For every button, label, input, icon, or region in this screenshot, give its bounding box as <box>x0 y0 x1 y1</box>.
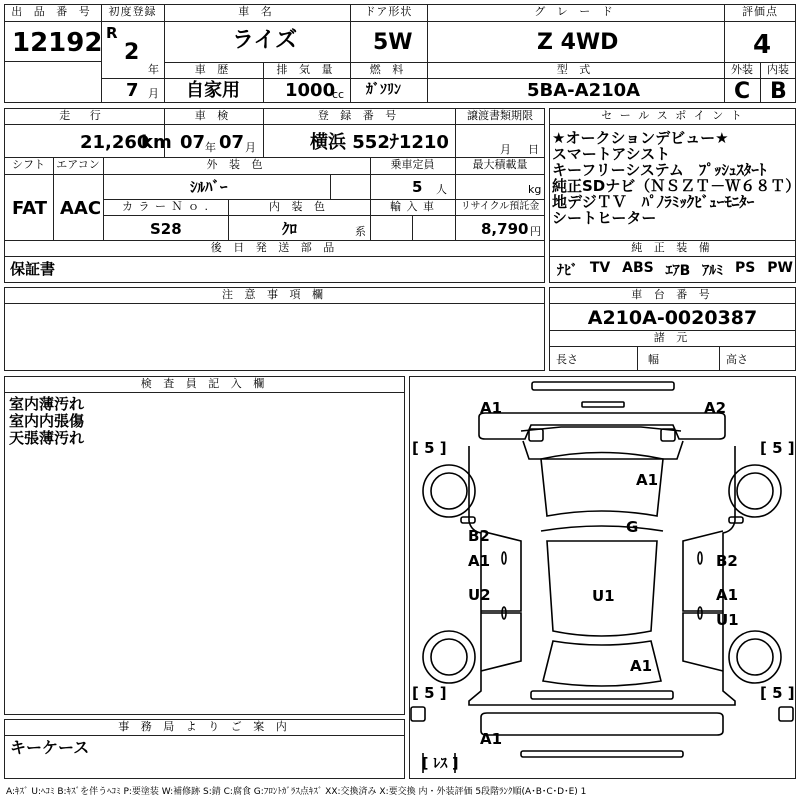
lot-number: 12192 <box>12 28 103 58</box>
mark-right-door: B2 <box>716 552 738 570</box>
model: 5BA-A210A <box>527 80 641 101</box>
displacement: 1000 <box>285 80 336 101</box>
inspection-label: 車 検 <box>194 109 233 122</box>
plate-label: 登 録 番 号 <box>317 109 401 122</box>
mark-front-right: A2 <box>704 399 727 417</box>
month-unit: 月 <box>148 87 159 100</box>
notes-label: 注 意 事 項 欄 <box>222 288 327 301</box>
mark-left-rear-door: U2 <box>468 586 491 604</box>
sales-point-item: ★オークションデビュー★ <box>552 129 729 147</box>
inspection-year-unit: 年 <box>205 141 216 154</box>
capacity: 5 <box>412 178 423 196</box>
displacement-label: 排 気 量 <box>276 63 337 76</box>
later-parts: 保証書 <box>10 260 56 278</box>
equipment-label: 純 正 装 備 <box>631 241 714 254</box>
tire-rear-right: [ 5 ] <box>760 684 795 702</box>
tire-front-left: [ 5 ] <box>412 439 447 457</box>
mileage-unit: km <box>141 132 172 153</box>
equipment-item: ｴｱB <box>665 263 691 279</box>
mark-right-rear-door-2: U1 <box>716 611 739 629</box>
grade: Z 4WD <box>537 30 619 55</box>
tire-rear-left: [ 5 ] <box>412 684 447 702</box>
car-name: ライズ <box>232 28 298 53</box>
transfer-month-unit: 月 <box>500 143 511 156</box>
capacity-unit: 人 <box>436 183 447 196</box>
length-label: 長さ <box>556 353 578 366</box>
import-label: 輸 入 車 <box>390 200 435 213</box>
chassis-number: A210A-0020387 <box>587 307 758 329</box>
color: ｼﾙﾊﾞｰ <box>190 178 228 196</box>
sales-points-list <box>552 130 800 226</box>
transfer-label: 譲渡書類期限 <box>467 109 533 122</box>
inspector-note: 天張薄汚れ <box>9 429 85 447</box>
year-value: 2 <box>124 40 140 65</box>
dims-label: 諸 元 <box>653 331 692 344</box>
lot-label: 出 品 番 号 <box>11 5 94 18</box>
equipment-item: PW <box>767 260 793 276</box>
capacity-label: 乗車定員 <box>390 158 435 171</box>
shift: FAT <box>12 198 48 219</box>
interior-color-unit: 系 <box>355 225 366 238</box>
mark-roof: U1 <box>592 587 615 605</box>
model-label: 型 式 <box>556 63 595 76</box>
ac-label: エアコン <box>56 158 100 171</box>
plate: 横浜 552ﾅ1210 <box>310 132 449 153</box>
recycle-unit: 円 <box>530 225 541 238</box>
inspector-label: 検 査 員 記 入 欄 <box>140 377 269 390</box>
history-label: 車 歴 <box>194 63 233 76</box>
exterior-label: 外装 <box>731 63 753 76</box>
door: 5W <box>373 30 413 55</box>
score: 4 <box>753 30 772 60</box>
color-no-label: カ ラ ー Ｎ ｏ . <box>122 200 209 213</box>
fuel-label: 燃 料 <box>369 63 408 76</box>
office-label: 事 務 局 よ り ご 案 内 <box>118 720 291 733</box>
mark-rear-bumper: A1 <box>480 730 503 748</box>
ac: AAC <box>60 198 102 219</box>
mark-windshield: G <box>626 518 639 536</box>
month-value: 7 <box>126 80 139 101</box>
displacement-unit: cc <box>332 88 345 101</box>
car-diagram <box>409 376 796 779</box>
sales-point-item: スマートアシスト <box>552 145 671 163</box>
interior-color-label: 内 装 色 <box>269 200 329 213</box>
mileage: 21,260 <box>80 132 150 153</box>
equipment-item: ｱﾙﾐ <box>702 263 724 279</box>
era: R <box>106 24 118 42</box>
fuel: ｶﾞｿﾘﾝ <box>366 82 401 98</box>
recycle-label: リサイクル預託金 <box>460 201 540 212</box>
sales-points-label: セ ー ル ス ポ イ ン ト <box>601 109 744 122</box>
mark-left-door-2: A1 <box>468 552 491 570</box>
mileage-label: 走 行 <box>59 109 109 122</box>
recycle: 8,790 <box>481 220 529 238</box>
mark-left-door-1: B2 <box>468 527 490 545</box>
equipment-list <box>557 260 793 280</box>
mark-right-rear-door-1: A1 <box>716 586 739 604</box>
mark-front-left: A1 <box>480 399 503 417</box>
equipment-item: ABS <box>622 260 654 276</box>
inspector-note: 室内薄汚れ <box>9 395 85 413</box>
color-no: S28 <box>150 220 182 238</box>
equipment-item: ﾅﾋﾞ <box>557 263 578 279</box>
interior-label: 内装 <box>767 63 789 76</box>
sales-point-item: キーフリーシステム ﾌﾟｯｼｭｽﾀｰﾄ <box>552 161 767 179</box>
chassis-label: 車 台 番 号 <box>631 288 714 301</box>
color-label: 外 装 色 <box>206 158 267 171</box>
width-label: 幅 <box>648 353 659 366</box>
load-unit: kg <box>528 183 542 196</box>
spare-tire: [ ﾚｽ ] <box>422 756 459 772</box>
sales-point-item: 地デジＴＶ ﾊﾟﾉﾗﾐｯｸﾋﾞｭｰﾓﾆﾀｰ <box>552 193 755 211</box>
exterior-grade: C <box>734 79 751 104</box>
inspector-note: 室内内張傷 <box>9 412 85 430</box>
shift-label: シフト <box>12 158 45 171</box>
history: 自家用 <box>186 80 240 101</box>
score-label: 評価点 <box>742 5 778 18</box>
mark-trunk: A1 <box>630 657 653 675</box>
height-label: 高さ <box>726 353 748 366</box>
inspection-month: 07 <box>219 132 245 153</box>
inspection-month-unit: 月 <box>245 141 256 154</box>
grade-label: グ レ ー ド <box>534 5 617 18</box>
equipment-item: TV <box>589 260 611 276</box>
year-unit: 年 <box>148 63 159 76</box>
first-reg-label: 初度登録 <box>108 5 157 18</box>
office-text: キーケース <box>10 738 90 757</box>
interior-grade: B <box>770 79 787 104</box>
later-parts-label: 後 日 発 送 部 品 <box>210 241 339 254</box>
equipment-item: PS <box>735 260 756 276</box>
door-label: ドア形状 <box>364 5 413 18</box>
inspection-year: 07 <box>180 132 206 153</box>
interior-color: ｸﾛ <box>282 220 298 238</box>
transfer-day-unit: 日 <box>528 143 539 156</box>
mark-hood: A1 <box>636 471 659 489</box>
load-label: 最大積載量 <box>472 158 528 171</box>
legend: A:ｷｽﾞ U:ﾍｺﾐ B:ｷｽﾞを伴うﾍｺﾐ P:要塗装 W:補修跡 S:錆 C:腐食 G:ﾌﾛﾝﾄｶﾞﾗｽ点ｷｽﾞ XX:交換済み X:要交換 内・外装評価 5段階ﾗﾝｸ順(A･B･C･D･E) 1 <box>6 787 587 797</box>
car-name-label: 車 名 <box>238 5 276 18</box>
sales-point-item: 純正SDナビ（ＮＳＺＴ－Ｗ６８Ｔ） <box>552 177 800 195</box>
inspector-notes <box>9 396 84 447</box>
sales-point-item: シートヒーター <box>552 209 657 227</box>
tire-front-right: [ 5 ] <box>760 439 795 457</box>
